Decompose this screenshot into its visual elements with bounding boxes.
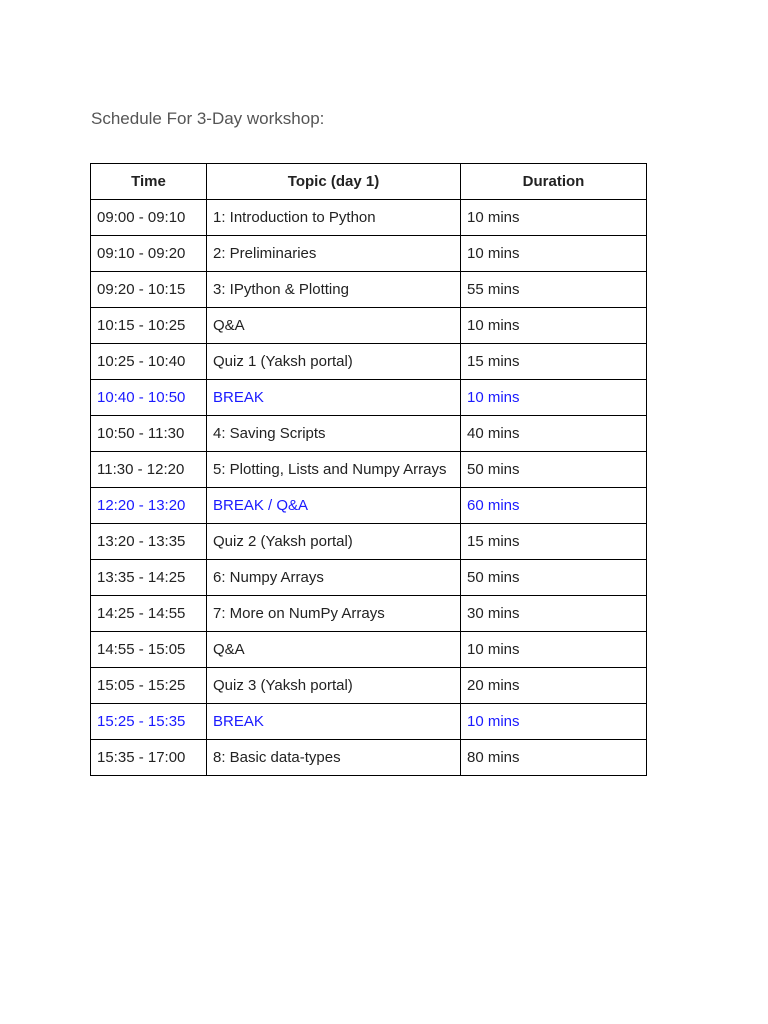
topic-cell: Quiz 3 (Yaksh portal) [207, 668, 461, 704]
duration-cell: 50 mins [461, 560, 647, 596]
time-cell: 15:35 - 17:00 [91, 740, 207, 776]
topic-cell: 8: Basic data-types [207, 740, 461, 776]
topic-cell: 2: Preliminaries [207, 236, 461, 272]
time-cell: 15:25 - 15:35 [91, 704, 207, 740]
time-cell: 10:15 - 10:25 [91, 308, 207, 344]
table-row [91, 668, 647, 704]
duration-cell: 10 mins [461, 308, 647, 344]
time-cell: 10:50 - 11:30 [91, 416, 207, 452]
time-cell: 09:00 - 09:10 [91, 200, 207, 236]
table-header-row [91, 164, 647, 200]
table-row [91, 632, 647, 668]
duration-cell: 10 mins [461, 236, 647, 272]
duration-cell: 10 mins [461, 200, 647, 236]
time-cell: 12:20 - 13:20 [91, 488, 207, 524]
table-row [91, 380, 647, 416]
topic-cell: Quiz 2 (Yaksh portal) [207, 524, 461, 560]
duration-cell: 10 mins [461, 380, 647, 416]
topic-cell: Q&A [207, 632, 461, 668]
time-cell: 14:55 - 15:05 [91, 632, 207, 668]
duration-cell: 50 mins [461, 452, 647, 488]
table-row [91, 524, 647, 560]
topic-cell: BREAK / Q&A [207, 488, 461, 524]
topic-cell: Quiz 1 (Yaksh portal) [207, 344, 461, 380]
topic-cell: 3: IPython & Plotting [207, 272, 461, 308]
topic-cell: 1: Introduction to Python [207, 200, 461, 236]
table-row [91, 308, 647, 344]
duration-cell: 40 mins [461, 416, 647, 452]
time-cell: 13:20 - 13:35 [91, 524, 207, 560]
table-row [91, 488, 647, 524]
time-cell: 09:20 - 10:15 [91, 272, 207, 308]
duration-cell: 10 mins [461, 704, 647, 740]
table-row [91, 272, 647, 308]
table-row [91, 560, 647, 596]
topic-cell: Q&A [207, 308, 461, 344]
time-cell: 13:35 - 14:25 [91, 560, 207, 596]
topic-cell: 7: More on NumPy Arrays [207, 596, 461, 632]
time-cell: 10:40 - 10:50 [91, 380, 207, 416]
duration-cell: 30 mins [461, 596, 647, 632]
duration-cell: 20 mins [461, 668, 647, 704]
time-cell: 15:05 - 15:25 [91, 668, 207, 704]
duration-cell: 55 mins [461, 272, 647, 308]
topic-cell: 4: Saving Scripts [207, 416, 461, 452]
table-row [91, 740, 647, 776]
time-cell: 14:25 - 14:55 [91, 596, 207, 632]
schedule-table [90, 163, 647, 776]
table-row [91, 236, 647, 272]
duration-cell: 15 mins [461, 524, 647, 560]
table-row [91, 452, 647, 488]
topic-cell: 6: Numpy Arrays [207, 560, 461, 596]
table-row [91, 200, 647, 236]
topic-cell: 5: Plotting, Lists and Numpy Arrays [207, 452, 461, 488]
table-row [91, 416, 647, 452]
duration-cell: 80 mins [461, 740, 647, 776]
time-cell: 09:10 - 09:20 [91, 236, 207, 272]
column-header-topic: Topic (day 1) [207, 164, 461, 200]
table-row [91, 704, 647, 740]
duration-cell: 10 mins [461, 632, 647, 668]
topic-cell: BREAK [207, 380, 461, 416]
time-cell: 11:30 - 12:20 [91, 452, 207, 488]
table-row [91, 344, 647, 380]
schedule-table-body [91, 200, 647, 776]
column-header-time: Time [91, 164, 207, 200]
time-cell: 10:25 - 10:40 [91, 344, 207, 380]
document-title: Schedule For 3-Day workshop: [91, 109, 325, 128]
column-header-duration: Duration [461, 164, 647, 200]
duration-cell: 15 mins [461, 344, 647, 380]
topic-cell: BREAK [207, 704, 461, 740]
duration-cell: 60 mins [461, 488, 647, 524]
table-row [91, 596, 647, 632]
